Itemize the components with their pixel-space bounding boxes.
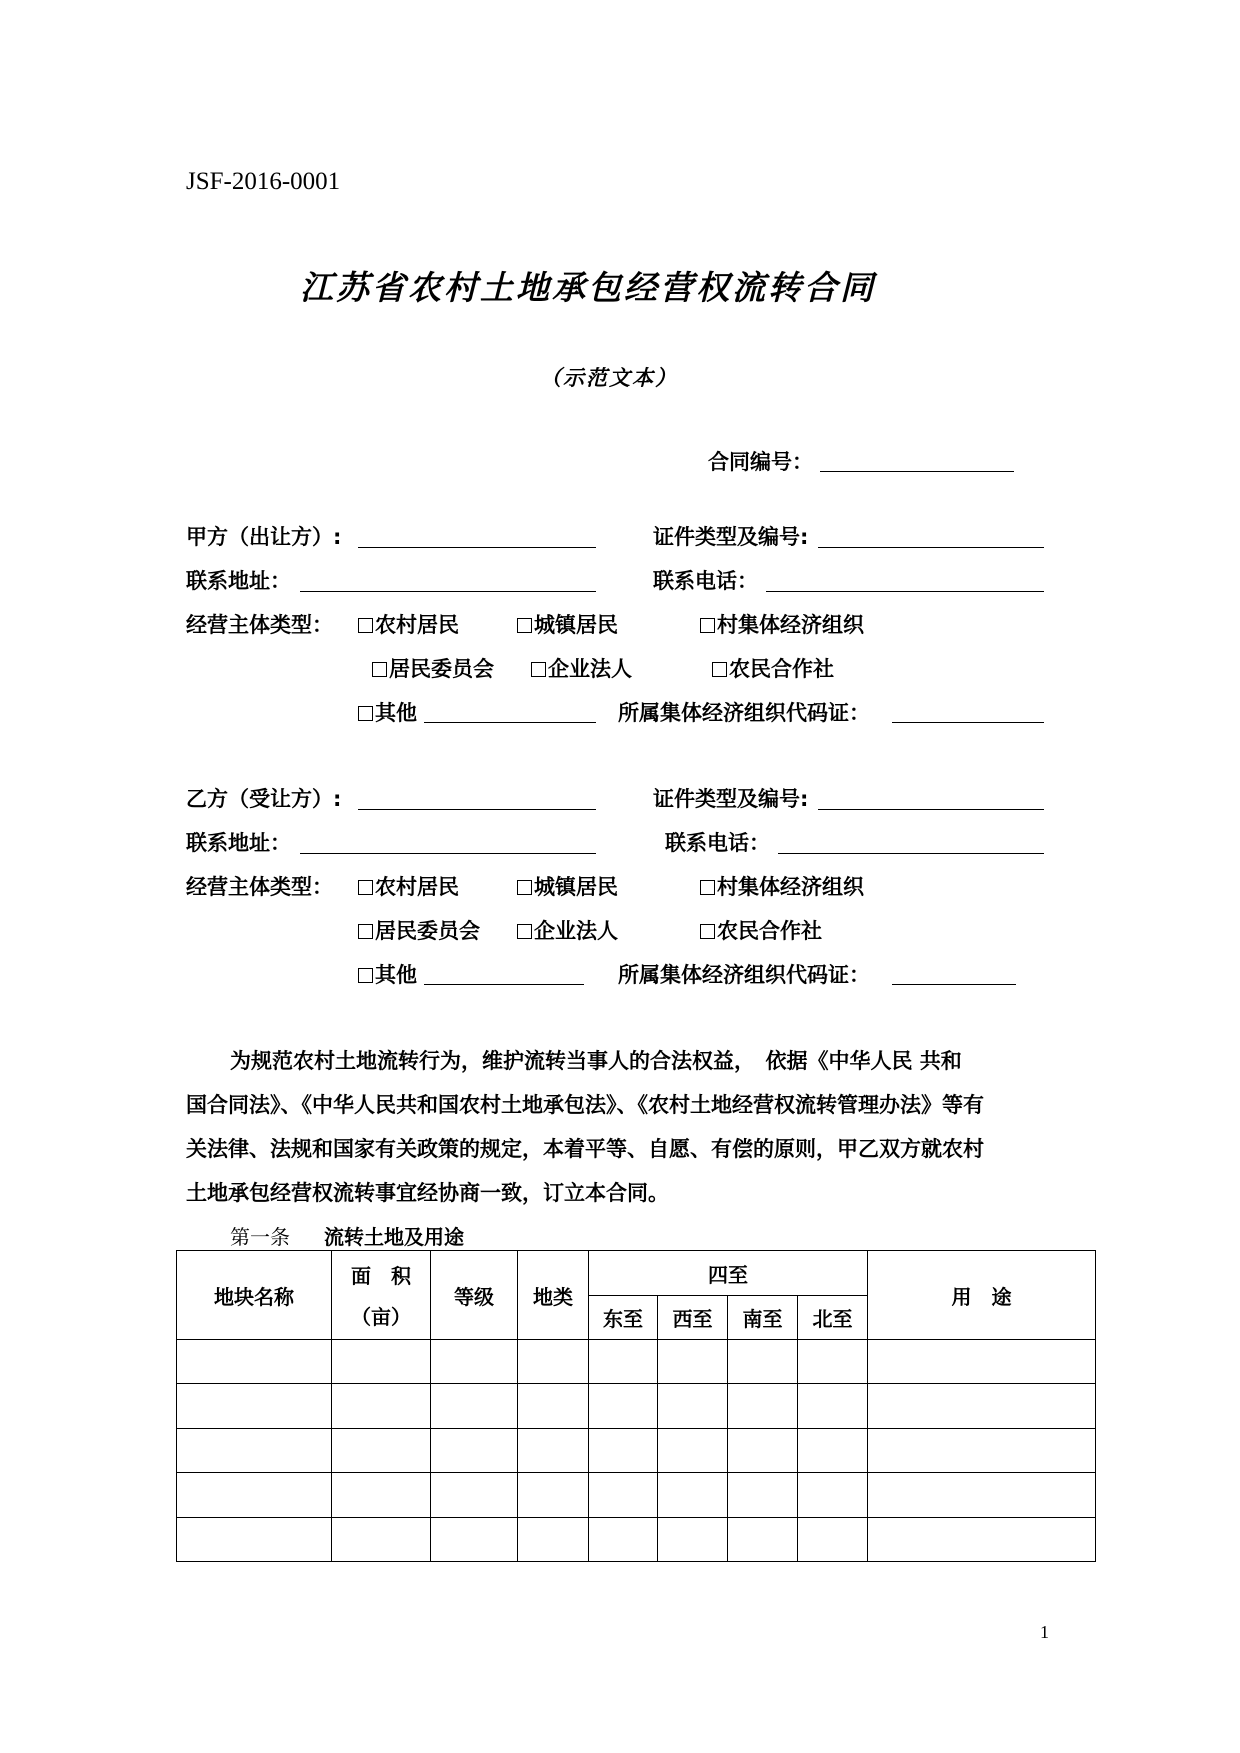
- party-a-collective-code-field[interactable]: [892, 722, 1044, 723]
- checkbox-icon: [700, 880, 715, 895]
- preamble-line-4: 土地承包经营权流转事宜经协商一致，订立本合同。: [186, 1181, 669, 1205]
- party-a-id-label: 证件类型及编号:: [653, 525, 809, 549]
- party-b-phone-label: 联系电话：: [665, 831, 770, 855]
- table-row: [177, 1384, 1096, 1429]
- header-plot-name: 地块名称: [177, 1251, 332, 1340]
- checkbox-icon: [358, 924, 373, 939]
- party-b-label: 乙方（受让方）:: [186, 787, 342, 811]
- header-area: [332, 1251, 431, 1340]
- party-b-option-farmers-cooperative[interactable]: 农民合作社: [700, 915, 822, 945]
- party-a-option-urban-resident[interactable]: 城镇居民: [517, 609, 618, 639]
- checkbox-icon: [517, 880, 532, 895]
- party-b-id-field[interactable]: [818, 809, 1044, 810]
- party-b-option-urban-resident[interactable]: 城镇居民: [517, 871, 618, 901]
- party-b-other-field[interactable]: [424, 984, 584, 985]
- checkbox-icon: [358, 968, 373, 983]
- party-a-option-residents-committee[interactable]: 居民委员会: [372, 653, 494, 683]
- party-b-name-field[interactable]: [358, 809, 596, 810]
- checkbox-icon: [531, 662, 546, 677]
- article-1-heading: 流转土地及用途: [324, 1225, 464, 1249]
- party-b-address-label: 联系地址：: [186, 831, 291, 855]
- header-west: 西至: [658, 1296, 728, 1340]
- party-a-other-field[interactable]: [424, 722, 596, 723]
- party-a-phone-field[interactable]: [766, 591, 1044, 592]
- party-a-name-field[interactable]: [358, 547, 596, 548]
- preamble-line-2: 国合同法》、《中华人民共和国农村土地承包法》、《农村土地经营权流转管理办法》等有: [186, 1093, 984, 1117]
- party-a-address-label: 联系地址：: [186, 569, 291, 593]
- party-a-option-village-collective[interactable]: 村集体经济组织: [700, 609, 864, 639]
- header-north: 北至: [798, 1296, 868, 1340]
- party-b-collective-code-field[interactable]: [892, 984, 1016, 985]
- document-code: JSF-2016-0001: [186, 168, 341, 195]
- checkbox-icon: [517, 924, 532, 939]
- party-a-entity-type-label: 经营主体类型：: [186, 613, 333, 637]
- preamble-line-1: 为规范农村土地流转行为，维护流转当事人的合法权益， 依据《中华人民 共和: [230, 1049, 962, 1073]
- party-b-address-field[interactable]: [300, 853, 596, 854]
- contract-number-label: 合同编号：: [708, 450, 813, 474]
- header-land-type: 地类: [518, 1251, 589, 1340]
- table-row: [177, 1429, 1096, 1473]
- party-a-label: 甲方（出让方）:: [186, 525, 342, 549]
- preamble-line-3: 关法律、法规和国家有关政策的规定，本着平等、自愿、有偿的原则，甲乙双方就农村: [186, 1137, 984, 1161]
- checkbox-icon: [700, 924, 715, 939]
- article-1-number: 第一条: [230, 1225, 290, 1249]
- party-b-entity-type-label: 经营主体类型：: [186, 875, 333, 899]
- party-a-collective-code-label: 所属集体经济组织代码证：: [618, 701, 870, 725]
- party-a-option-farmers-cooperative[interactable]: 农民合作社: [712, 653, 834, 683]
- checkbox-icon: [358, 618, 373, 633]
- header-area-line1: 面 积: [351, 1264, 411, 1288]
- header-east: 东至: [589, 1296, 658, 1340]
- checkbox-icon: [372, 662, 387, 677]
- party-a-option-other[interactable]: 其他: [358, 697, 417, 727]
- table-row: [177, 1473, 1096, 1518]
- checkbox-icon: [358, 706, 373, 721]
- party-a-address-field[interactable]: [300, 591, 596, 592]
- party-b-id-label: 证件类型及编号:: [653, 787, 809, 811]
- party-b-option-rural-resident[interactable]: 农村居民: [358, 871, 459, 901]
- party-b-option-village-collective[interactable]: 村集体经济组织: [700, 871, 864, 901]
- party-b-option-other[interactable]: 其他: [358, 959, 417, 989]
- checkbox-icon: [712, 662, 727, 677]
- party-a-id-field[interactable]: [818, 547, 1044, 548]
- party-b-phone-field[interactable]: [778, 853, 1044, 854]
- checkbox-icon: [517, 618, 532, 633]
- header-south: 南至: [728, 1296, 798, 1340]
- contract-number-field[interactable]: [820, 471, 1014, 472]
- document-subtitle: （示范文本）: [540, 366, 678, 390]
- land-table: [176, 1250, 1096, 1562]
- party-a-option-rural-resident[interactable]: 农村居民: [358, 609, 459, 639]
- party-b-option-residents-committee[interactable]: 居民委员会: [358, 915, 480, 945]
- table-row: [177, 1340, 1096, 1384]
- header-boundaries: 四至: [589, 1251, 868, 1296]
- table-row: [177, 1518, 1096, 1562]
- checkbox-icon: [700, 618, 715, 633]
- page-number: 1: [1040, 1622, 1049, 1642]
- header-usage: 用 途: [868, 1251, 1096, 1340]
- party-b-collective-code-label: 所属集体经济组织代码证：: [618, 963, 870, 987]
- document-title: 江苏省农村土地承包经营权流转合同: [300, 268, 876, 307]
- header-area-line2: （亩）: [351, 1305, 411, 1329]
- party-b-option-enterprise-legal-person[interactable]: 企业法人: [517, 915, 618, 945]
- party-a-option-enterprise-legal-person[interactable]: 企业法人: [531, 653, 632, 683]
- party-a-phone-label: 联系电话：: [653, 569, 758, 593]
- header-grade: 等级: [431, 1251, 518, 1340]
- checkbox-icon: [358, 880, 373, 895]
